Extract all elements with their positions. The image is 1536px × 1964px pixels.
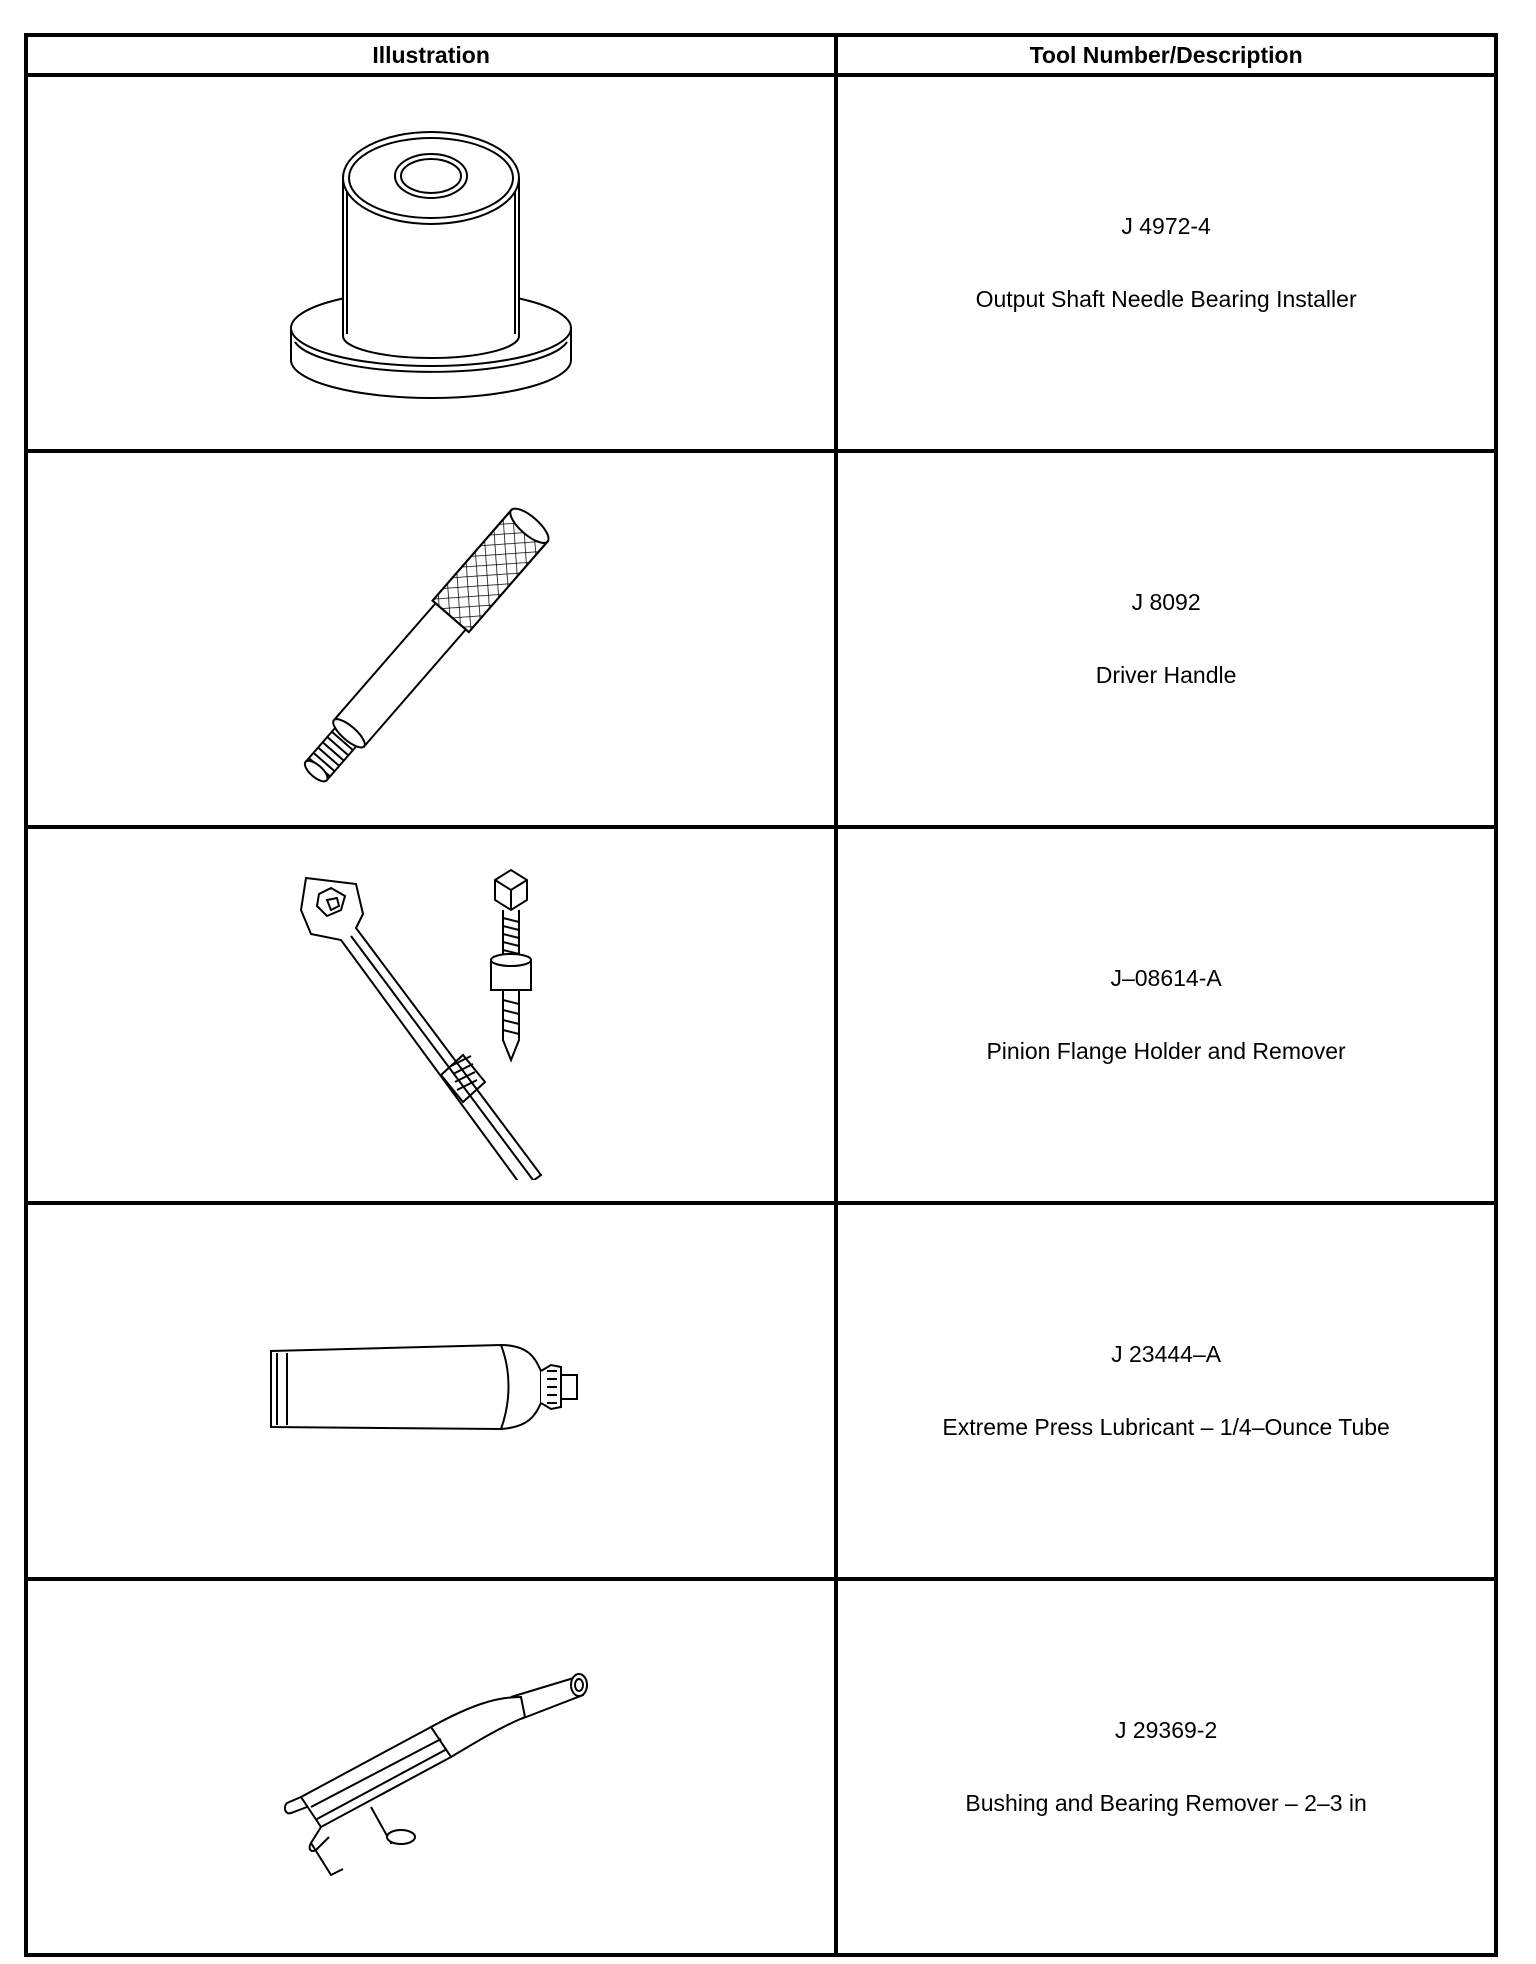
tool-number: J 23444–A [1111, 1341, 1222, 1367]
table-row [26, 75, 1496, 451]
tool-info-cell [836, 451, 1496, 827]
tool-info-cell [836, 827, 1496, 1203]
illustration-cell [26, 827, 836, 1203]
tool-number: J 8092 [1131, 589, 1201, 615]
table-header-row [26, 35, 1496, 75]
table-row [26, 451, 1496, 827]
tool-description: Pinion Flange Holder and Remover [986, 1038, 1346, 1064]
illustration-cell [26, 75, 836, 451]
illustration-cell [26, 1579, 836, 1955]
illustration-cell [26, 1203, 836, 1579]
table-row [26, 1203, 1496, 1579]
header-tool-description: Tool Number/Description [836, 35, 1496, 75]
tool-description: Extreme Press Lubricant – 1/4–Ounce Tube [942, 1414, 1390, 1440]
tool-description: Driver Handle [1095, 662, 1237, 688]
tool-number: J 29369-2 [1114, 1717, 1218, 1743]
bushing-bearing-remover-icon [261, 1647, 601, 1887]
illustration-cell [26, 451, 836, 827]
tool-info-cell [836, 75, 1496, 451]
tool-description: Output Shaft Needle Bearing Installer [975, 286, 1357, 312]
tool-description: Bushing and Bearing Remover – 2–3 in [965, 1790, 1367, 1816]
needle-bearing-installer-icon [281, 98, 581, 428]
header-illustration: Illustration [26, 35, 836, 75]
driver-handle-icon [266, 479, 596, 799]
tool-number: J–08614-A [1110, 965, 1222, 991]
special-tools-table [24, 33, 1498, 1957]
flange-holder-remover-icon [261, 850, 601, 1180]
table-row [26, 827, 1496, 1203]
tool-info-cell [836, 1579, 1496, 1955]
tool-info-cell [836, 1203, 1496, 1579]
tool-number: J 4972-4 [1121, 213, 1211, 239]
table-row [26, 1579, 1496, 1955]
lubricant-tube-icon [261, 1331, 601, 1451]
